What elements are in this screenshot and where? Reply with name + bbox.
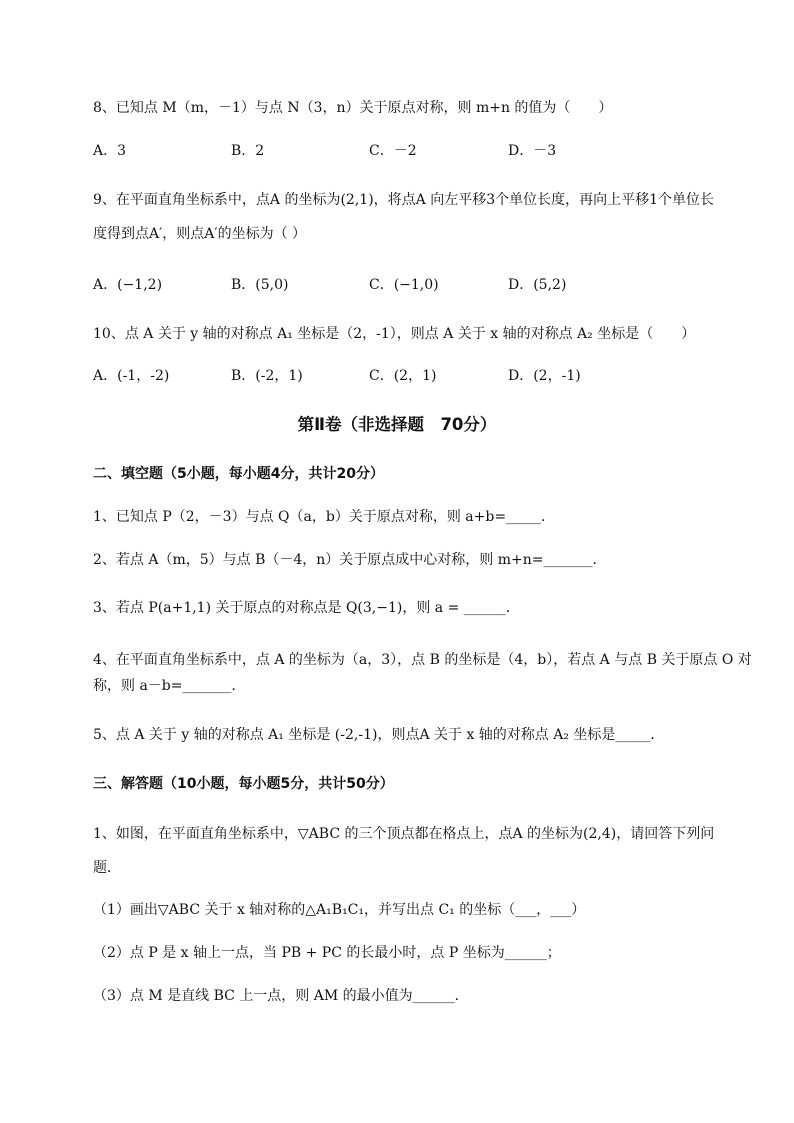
answer-q1-line2: 题． bbox=[93, 860, 121, 876]
q8-stem: 8、已知点 M（m，－1）与点 N（3，n）关于原点对称，则 m+n 的值为（ ） bbox=[93, 100, 613, 116]
answer-q1-part2: （2）点 P 是 x 轴上一点，当 PB + PC 的长最小时，点 P 坐标为______； bbox=[93, 945, 561, 961]
fill-q5: 5、点 A 关于 y 轴的对称点 A₁ 坐标是 (-2,-1)，则点A 关于 x 轴的对称点 A₂ 坐标是_____． bbox=[93, 727, 665, 743]
answer-q1-part1: （1）画出▽ABC 关于 x 轴对称的△A₁B₁C₁，并写出点 C₁ 的坐标（___，___） bbox=[93, 902, 586, 918]
fill-section-title: 二、填空题（5小题，每小题4分，共计20分） bbox=[93, 466, 384, 482]
q10-option-b: B．(-2，1) bbox=[231, 368, 303, 384]
answer-q1-part3: （3）点 M 是直线 BC 上一点，则 AM 的最小值为______． bbox=[93, 988, 469, 1004]
q10-option-d: D．(2，-1) bbox=[508, 368, 581, 384]
q8-option-c: C．－2 bbox=[369, 143, 417, 159]
q8-option-b: B．2 bbox=[231, 143, 265, 159]
answer-section-title: 三、解答题（10小题，每小题5分，共计50分） bbox=[93, 776, 394, 792]
fill-q4-line2: 称，则 a－b=_______． bbox=[93, 678, 246, 694]
q9-option-a: A．(−1,2) bbox=[93, 277, 163, 293]
q9-stem-line1: 9、在平面直角坐标系中，点A 的坐标为(2,1)，将点A 向左平移3个单位长度，再向上平移1个单位长 bbox=[93, 192, 715, 208]
q9-stem-line2: 度得到点A′，则点A′的坐标为（ ） bbox=[93, 226, 307, 242]
q9-option-b: B．(5,0) bbox=[231, 277, 289, 293]
fill-q4-line1: 4、在平面直角坐标系中，点 A 的坐标为（a，3），点 B 的坐标是（4，b），若点 A 与点 B 关于原点 O 对 bbox=[93, 652, 752, 668]
q10-stem: 10、点 A 关于 y 轴的对称点 A₁ 坐标是（2，-1），则点 A 关于 x 轴的对称点 A₂ 坐标是（ ） bbox=[93, 326, 696, 342]
q10-option-a: A．(-1，-2) bbox=[93, 368, 170, 384]
q9-option-d: D．(5,2) bbox=[508, 277, 567, 293]
q10-option-c: C．(2，1) bbox=[369, 368, 437, 384]
q8-option-a: A．3 bbox=[93, 143, 127, 159]
fill-q2: 2、若点 A（m，5）与点 B（－4，n）关于原点成中心对称，则 m+n=_______． bbox=[93, 552, 607, 568]
fill-q1: 1、已知点 P（2，－3）与点 Q（a，b）关于原点对称，则 a+b=_____． bbox=[93, 509, 556, 525]
q9-option-c: C．(−1,0) bbox=[369, 277, 439, 293]
q8-option-d: D．－3 bbox=[508, 143, 557, 159]
volume2-title: 第Ⅱ卷（非选择题 70分） bbox=[297, 415, 497, 434]
fill-q3: 3、若点 P(a+1,1) 关于原点的对称点是 Q(3,−1)，则 a = ______． bbox=[93, 600, 520, 616]
answer-q1-line1: 1、如图，在平面直角坐标系中，▽ABC 的三个顶点都在格点上，点A 的坐标为(2,4)，请回答下列问 bbox=[93, 826, 715, 842]
